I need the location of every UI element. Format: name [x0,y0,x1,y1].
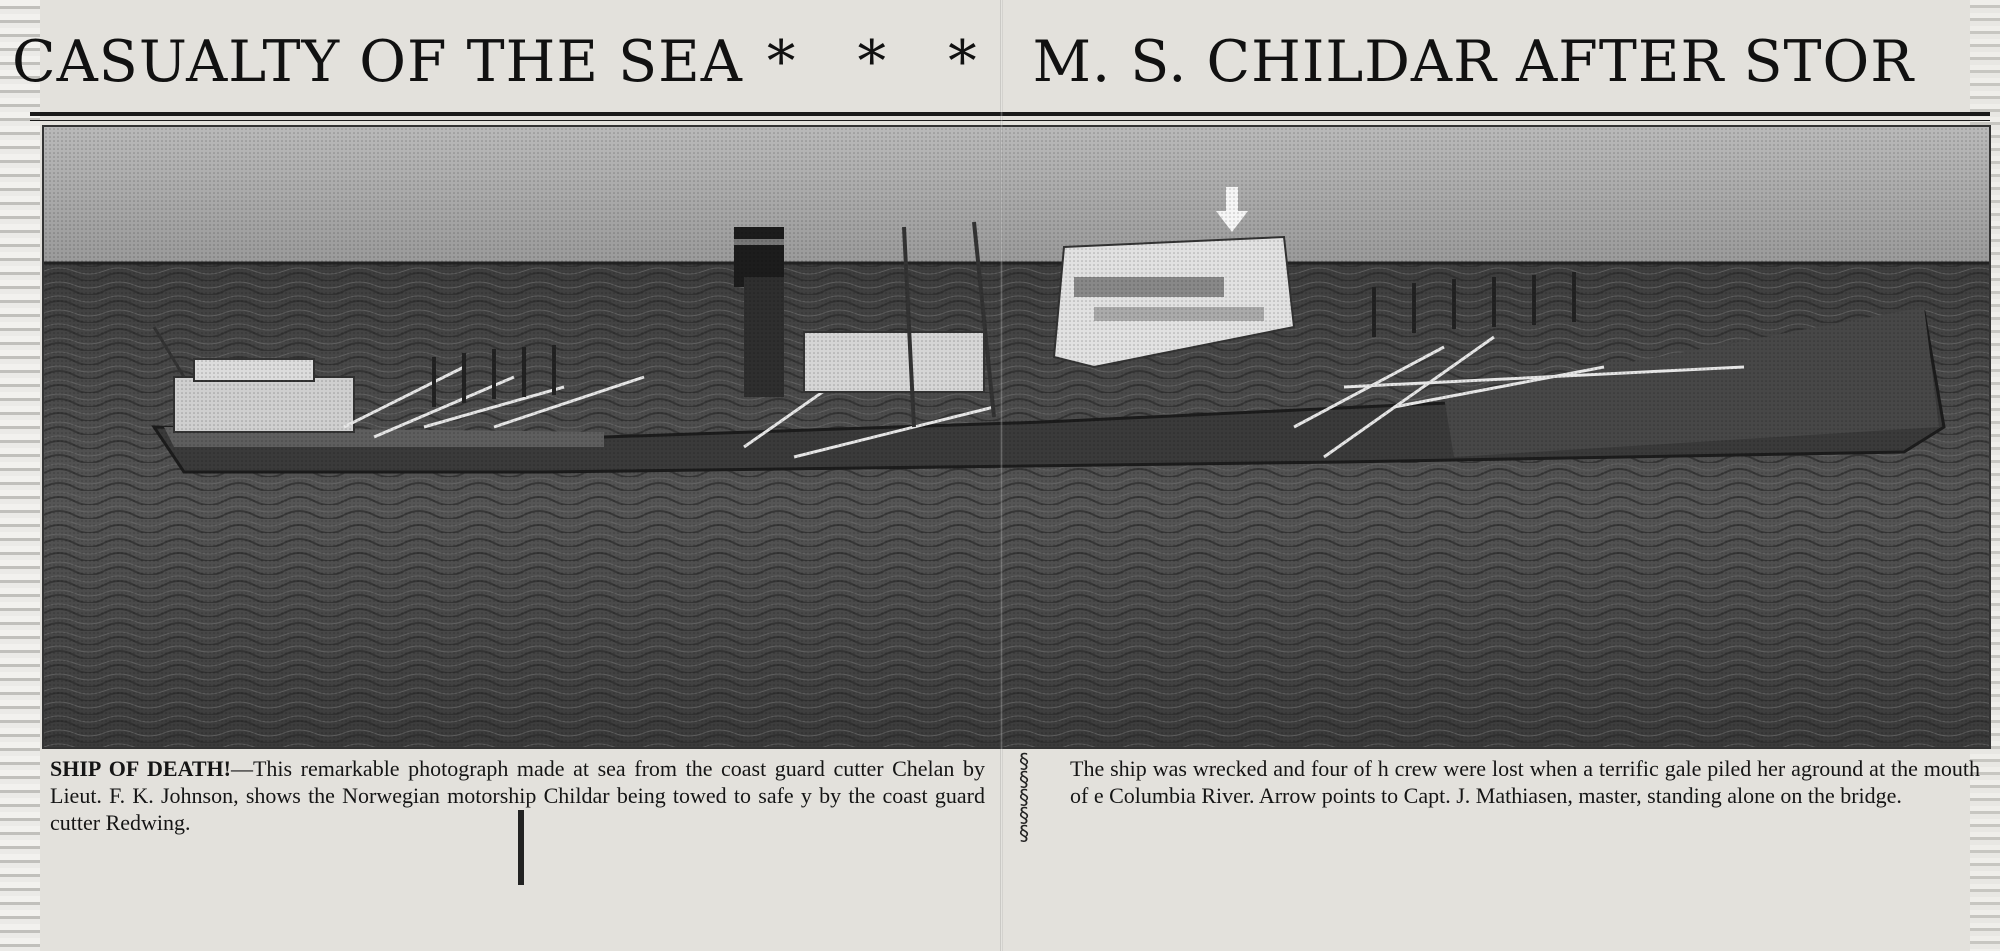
headline [12,22,1972,102]
caption-right-text: The ship was wrecked and four of h crew were lost when a terrific gale piled her aground at the mouth of e Columbia River. Arrow points to Capt. J. Mathiasen, master, standing alone on the bridge. [1070,756,1980,808]
caption-lead: SHIP OF DEATH! [50,756,231,781]
column-divider: § § § § § [1018,749,1031,845]
headline-separator: * * * [766,29,999,95]
headline-right: M. S. CHILDAR AFTER STOR [1032,29,1915,95]
ship-photo-illustration [44,127,1989,747]
headline-rule-thin [30,120,1990,121]
headline-rule [30,112,1990,116]
center-fold [1000,0,1003,951]
ship-photograph [42,125,1991,749]
headline-left: CASUALTY OF THE SEA [12,29,743,95]
caption-right [1070,755,1980,809]
torn-left-edge [0,0,40,951]
caption-left-text: —This remarkable photograph made at sea from the coast guard cutter Chelan by Lieut. F. K. Johnson, shows the Norwegian motorship Childar being towed to safe y by the coast guard cutter Redwing. [50,756,986,835]
paper-tear [518,810,524,885]
